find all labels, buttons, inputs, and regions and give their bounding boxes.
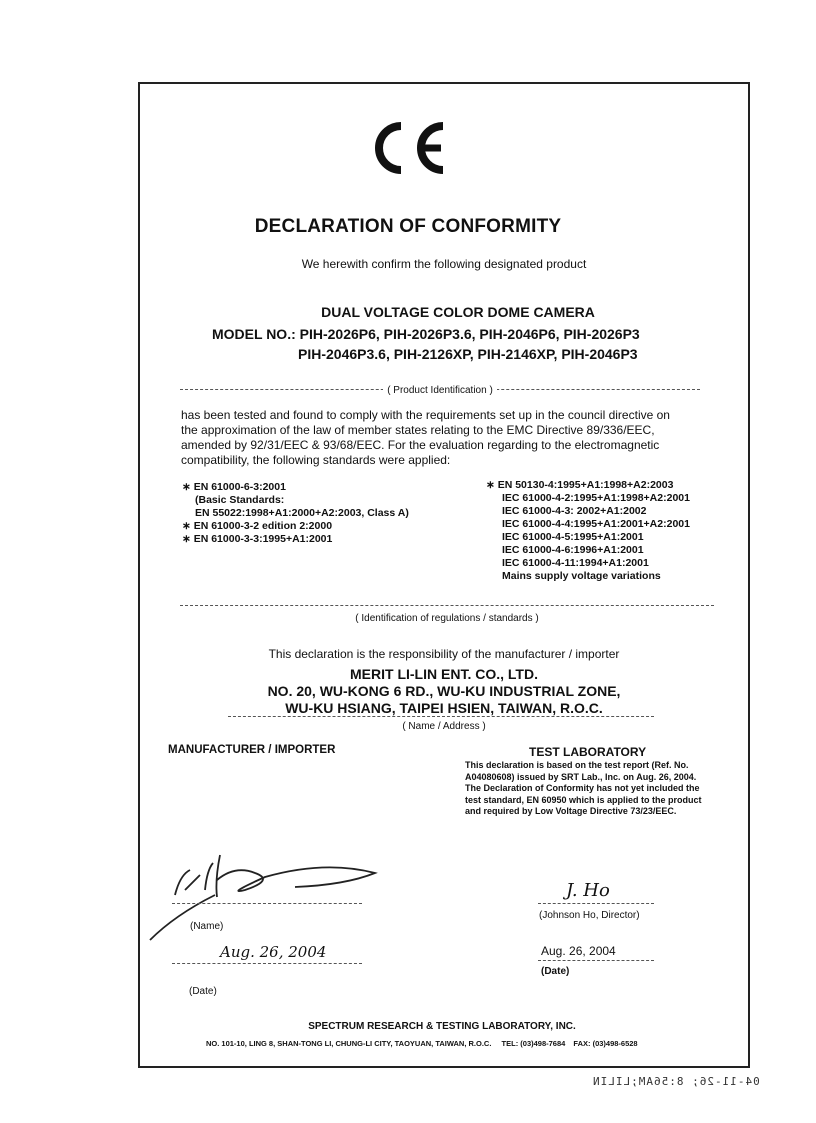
manufacturer-address-2: WU-KU HSIANG, TAIPEI HSIEN, TAIWAN, R.O.C.	[285, 700, 603, 716]
lab-address: NO. 101-10, LING 8, SHAN-TONG LI, CHUNG-LI CITY, TAOYUAN, TAIWAN, R.O.C.	[206, 1039, 492, 1048]
standards-left-list	[182, 481, 409, 546]
lab-date-line	[538, 960, 654, 961]
standard-item: IEC 61000-4-4:1995+A1:2001+A2:2001	[502, 518, 690, 530]
intro-text: We herewith confirm the following designated product	[301, 257, 587, 271]
responsibility-text: This declaration is the responsibility of the manufacturer / importer	[268, 647, 620, 661]
standard-item: (Basic Standards:	[195, 494, 285, 506]
note-line: The Declaration of Conformity has not yet included the	[465, 783, 700, 793]
model-line-1: MODEL NO.: PIH-2026P6, PIH-2026P3.6, PIH-2046P6, PIH-2026P3	[212, 326, 640, 342]
standard-item: IEC 61000-4-6:1996+A1:2001	[502, 544, 644, 556]
date-label-left: (Date)	[189, 986, 217, 997]
lab-contact	[206, 1039, 638, 1048]
standard-item: IEC 61000-4-3: 2002+A1:2002	[502, 505, 647, 517]
standard-item: IEC 61000-4-5:1995+A1:2001	[502, 531, 644, 543]
lab-fax: FAX: (03)498-6528	[573, 1039, 638, 1048]
note-line: test standard, EN 60950 which is applied to the product	[465, 794, 702, 805]
signer-line	[538, 903, 654, 904]
date-line	[172, 963, 362, 964]
address-caption: ( Name / Address )	[402, 721, 486, 732]
title-part-2: CONFORMITY	[431, 216, 562, 237]
divider	[228, 716, 654, 717]
manufacturer-name: MERIT LI-LIN ENT. CO., LTD.	[350, 666, 538, 682]
test-lab-heading: TEST LABORATORY	[529, 745, 647, 759]
standard-item: Mains supply voltage variations	[502, 570, 661, 582]
manufacturer-address-1: NO. 20, WU-KONG 6 RD., WU-KU INDUSTRIAL ZONE,	[267, 683, 621, 699]
product-name: DUAL VOLTAGE COLOR DOME CAMERA	[321, 304, 595, 320]
standard-item: ∗ EN 61000-3-2 edition 2:2000	[182, 520, 333, 532]
standard-item: ∗ EN 61000-6-3:2001	[182, 481, 286, 493]
compliance-paragraph	[181, 408, 670, 468]
signature-icon	[145, 835, 395, 945]
note-line: and required by Low Voltage Directive 73/23/EEC.	[465, 806, 677, 816]
manufacturer-heading: MANUFACTURER / IMPORTER	[168, 744, 336, 756]
ce-mark-icon	[363, 118, 453, 178]
manufacturer-signature	[145, 835, 395, 950]
standards-caption: ( Identification of regulations / standards )	[355, 613, 539, 624]
standard-item: IEC 61000-4-11:1994+A1:2001	[502, 557, 649, 569]
director-signature: J. Ho	[566, 880, 610, 901]
standard-item: ∗ EN 50130-4:1995+A1:1998+A2:2003	[486, 479, 674, 491]
compliance-line: the approximation of the law of member states relating to the EMC Directive 89/336/EEC,	[181, 423, 655, 437]
lab-tel: TEL: (03)498-7684	[501, 1039, 566, 1048]
note-line: This declaration is based on the test report (Ref. No.	[465, 760, 689, 770]
handwritten-date: Aug. 26, 2004	[220, 943, 327, 961]
compliance-line: has been tested and found to comply with the requirements set up in the council directive on	[181, 408, 670, 422]
standard-item: EN 55022:1998+A1:2000+A2:2003, Class A)	[195, 507, 409, 519]
test-lab-note	[465, 760, 702, 818]
standard-item: ∗ EN 61000-3-3:1995+A1:2001	[182, 533, 333, 545]
compliance-line: amended by 92/31/EEC & 93/68/EEC. For the evaluation regarding to the electromagnetic	[181, 438, 660, 452]
lab-date: Aug. 26, 2004	[541, 944, 616, 958]
page-title	[0, 216, 816, 238]
name-line	[172, 903, 362, 904]
divider	[180, 605, 714, 606]
fax-stamp: 04-11-26; 8:56AM;LILIN	[592, 1075, 760, 1088]
signer-name: (Johnson Ho, Director)	[539, 910, 640, 921]
date-label-right: (Date)	[541, 966, 570, 977]
compliance-line: compatibility, the following standards were applied:	[181, 453, 451, 467]
standard-item: IEC 61000-4-2:1995+A1:1998+A2:2001	[502, 492, 690, 504]
lab-name: SPECTRUM RESEARCH & TESTING LABORATORY, INC.	[308, 1021, 576, 1032]
name-label: (Name)	[190, 921, 224, 932]
ce-mark-logo	[0, 118, 816, 183]
product-caption-text: ( Product Identification )	[383, 385, 497, 396]
model-line-2: PIH-2046P3.6, PIH-2126XP, PIH-2146XP, PIH-2046P3	[298, 346, 638, 362]
note-line: A04080608) issued by SRT Lab., Inc. on Aug. 26, 2004.	[465, 771, 697, 782]
standards-right-list	[486, 479, 690, 583]
product-caption	[180, 385, 700, 396]
title-part-1: DECLARATION OF	[254, 216, 427, 237]
